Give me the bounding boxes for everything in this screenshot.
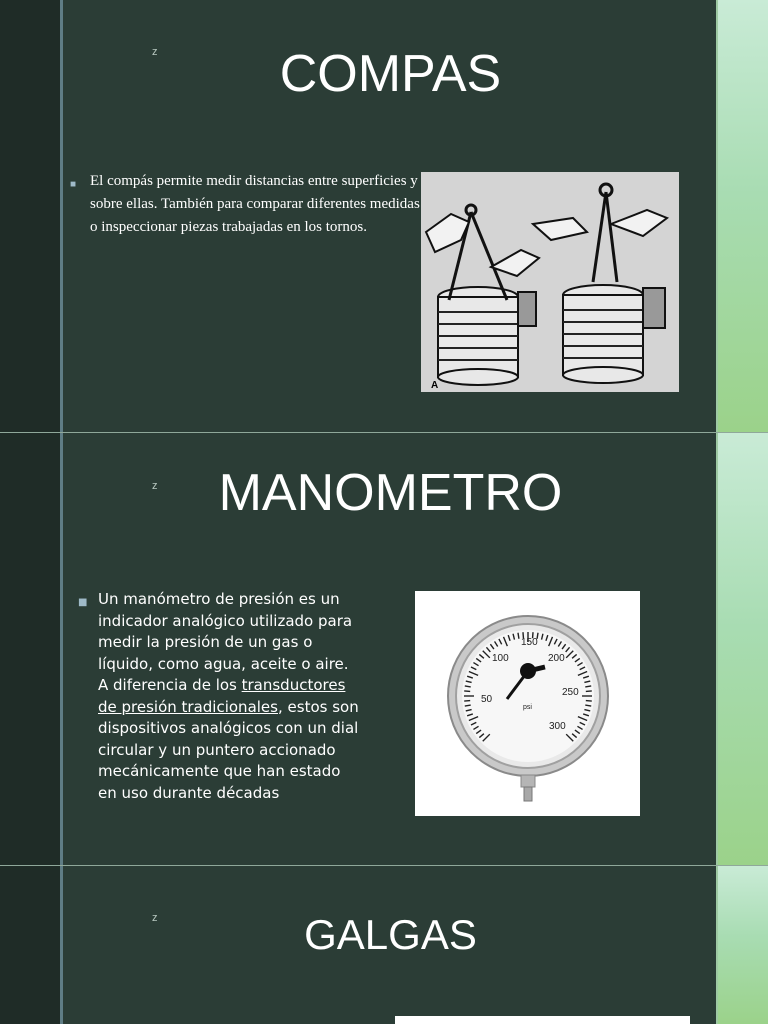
gauge-label-150: 150 xyxy=(521,637,538,648)
slide-title: COMPAS xyxy=(279,45,502,103)
right-strip xyxy=(718,433,768,865)
gauge-label-300: 300 xyxy=(549,721,566,732)
gauge-tick xyxy=(585,686,591,687)
gauge-tick xyxy=(465,686,471,687)
gauge-label-250: 250 xyxy=(562,687,579,698)
left-strip xyxy=(0,433,60,865)
bullet-marker: ■ xyxy=(78,597,88,608)
slide-compas xyxy=(0,0,768,432)
gauge-label-200: 200 xyxy=(548,653,565,664)
bullet-paragraph xyxy=(70,170,425,239)
slide-galgas xyxy=(0,866,768,1024)
bullet-marker: ■ xyxy=(70,179,77,190)
gauge-tick xyxy=(518,633,519,639)
slide-marker: z xyxy=(152,480,158,492)
bullet-text-part2: , estos son dispositivos analógicos con un dial circular y un puntero accionado mecánicamente que han estado en uso durante décadas xyxy=(98,697,359,802)
slide-manometro xyxy=(0,433,768,865)
bullet-text-part1: Un manómetro de presión es un indicador analógico utilizado para medir la presión de un gas o líquido, como agua, aceite o aire. A diferencia de los xyxy=(98,590,353,694)
slide-title: GALGAS xyxy=(304,911,477,958)
slide-marker: z xyxy=(152,46,158,58)
left-strip xyxy=(0,0,60,432)
slide-marker: z xyxy=(152,912,158,924)
gauge-tick xyxy=(585,705,591,706)
bullet-paragraph xyxy=(78,589,363,804)
gauge-label-100: 100 xyxy=(492,653,509,664)
gauge-tick xyxy=(465,705,471,706)
bullet-text: El compás permite medir distancias entre superficies y sobre ellas. También para comparar diferentes medidas o inspeccionar piezas trabajadas en los tornos. xyxy=(90,173,420,235)
gauge-unit: psi xyxy=(523,704,532,711)
compass-illustration xyxy=(421,172,679,392)
compass-drawing xyxy=(421,172,679,392)
image-label: A xyxy=(431,380,439,391)
pressure-gauge-image xyxy=(415,591,640,816)
right-strip xyxy=(718,866,768,1024)
transductores-link[interactable]: transductores de presión tradicionales xyxy=(98,676,346,716)
galgas-image xyxy=(395,1016,690,1024)
gauge-drawing xyxy=(415,591,640,816)
slide-title: MANOMETRO xyxy=(218,464,563,522)
right-strip xyxy=(718,0,768,432)
gauge-label-50: 50 xyxy=(481,694,493,705)
left-strip xyxy=(0,866,60,1024)
